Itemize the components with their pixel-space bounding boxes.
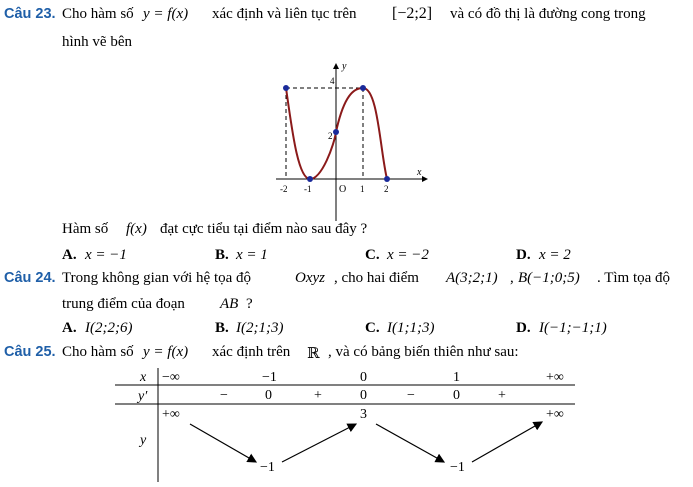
point-1-4 [360, 85, 366, 91]
arrow-increase-2 [472, 422, 542, 462]
y-tick-2: 2 [328, 131, 333, 141]
y-axis-label: y [342, 61, 347, 72]
x-value-minus1: −1 [262, 370, 277, 385]
q24-text-1: Trong không gian với hệ tọa độ [62, 270, 252, 286]
q25-text-1: Cho hàm số [62, 344, 134, 360]
q24-option-d-letter: D. [516, 320, 531, 336]
x-tick-1: 1 [360, 184, 365, 194]
q24-option-b-letter: B. [215, 320, 229, 336]
q23-option-b-letter: B. [215, 247, 229, 263]
q24-oxyz: Oxyz [295, 270, 325, 286]
yprime-zero-2: 0 [360, 388, 367, 403]
point-0-2 [333, 129, 339, 135]
question-25-label: Câu 25. [4, 344, 56, 360]
arrow-increase-1 [282, 424, 356, 462]
arrow-decrease-2 [376, 424, 444, 462]
origin-label: O [339, 184, 347, 195]
y-value-pos-inf-left: +∞ [162, 407, 180, 422]
q23-text-4: hình vẽ bên [62, 34, 132, 50]
q24-text-4: trung điểm của đoạn [62, 296, 185, 312]
x-axis-arrow-icon [422, 176, 428, 182]
yprime-zero-3: 0 [453, 388, 460, 403]
q23-text-2: xác định và liên tục trên [212, 6, 357, 22]
q23-option-a-letter: A. [62, 247, 77, 263]
y-value-pos-inf-right: +∞ [546, 407, 564, 422]
q24-option-c-letter: C. [365, 320, 380, 336]
question-24-label: Câu 24. [4, 270, 56, 286]
q23-option-d-letter: D. [516, 247, 531, 263]
y-axis-arrow-icon [333, 63, 339, 69]
q23-option-b-value: x = 1 [236, 247, 268, 263]
q25-text-3: , và có bảng biến thiên như sau: [328, 344, 519, 360]
y-tick-4: 4 [330, 76, 335, 86]
x-value-0: 0 [360, 370, 367, 385]
q24-text-3: . Tìm tọa độ [597, 270, 671, 286]
x-value-neg-inf: −∞ [162, 370, 180, 385]
q24-option-c-value: I(1;1;3) [387, 320, 435, 336]
q24-segment-ab: AB [220, 296, 239, 312]
q24-option-a-letter: A. [62, 320, 77, 336]
row-label-y: y [140, 433, 147, 448]
x-value-1: 1 [453, 370, 460, 385]
row-label-yprime: y′ [138, 389, 148, 404]
point-2-0 [384, 176, 390, 182]
yprime-sign-3: − [407, 388, 415, 403]
q24-comma: , [510, 270, 514, 286]
q24-option-d-value: I(−1;−1;1) [539, 320, 607, 336]
y-value-min-2: −1 [450, 460, 465, 475]
q23-option-c-value: x = −2 [387, 247, 429, 263]
q23-interval: [−2;2] [392, 5, 433, 22]
q23-question-text-2: đạt cực tiểu tại điểm nào sau đây ? [160, 221, 368, 237]
q23-graph [270, 55, 430, 225]
x-axis-label: x [417, 167, 422, 178]
yprime-zero-1: 0 [265, 388, 272, 403]
q25-function: y = f(x) [143, 344, 189, 360]
q25-text-2: xác định trên [212, 344, 291, 360]
q23-option-c-letter: C. [365, 247, 380, 263]
point-minus1-0 [307, 176, 313, 182]
row-label-x: x [140, 370, 147, 385]
q24-option-a-value: I(2;2;6) [85, 320, 133, 336]
q23-text-1: Cho hàm số [62, 6, 134, 22]
q23-text-3: và có đồ thị là đường cong trong [450, 6, 646, 22]
q23-function: y = f(x) [143, 6, 189, 22]
x-tick-minus1: -1 [304, 184, 312, 194]
point-minus2-4 [283, 85, 289, 91]
yprime-sign-2: + [314, 388, 322, 403]
x-tick-minus2: -2 [280, 184, 288, 194]
question-23-label: Câu 23. [4, 6, 56, 22]
yprime-sign-4: + [498, 388, 506, 403]
q24-text-5: ? [246, 296, 253, 312]
q24-text-2: , cho hai điểm [334, 270, 419, 286]
q23-question-function: f(x) [126, 221, 147, 237]
y-value-max: 3 [360, 407, 367, 422]
arrow-decrease-1 [190, 424, 256, 462]
yprime-sign-1: − [220, 388, 228, 403]
q25-set-r: ℝ [307, 346, 320, 362]
q24-point-a: A(3;2;1) [446, 270, 498, 286]
y-value-min-1: −1 [260, 460, 275, 475]
q24-point-b: B(−1;0;5) [518, 270, 580, 286]
x-tick-2: 2 [384, 184, 389, 194]
q24-option-b-value: I(2;1;3) [236, 320, 284, 336]
x-value-pos-inf: +∞ [546, 370, 564, 385]
q23-option-d-value: x = 2 [539, 247, 571, 263]
q23-option-a-value: x = −1 [85, 247, 127, 263]
q23-question-text-1: Hàm số [62, 221, 109, 237]
variation-table [110, 366, 580, 486]
